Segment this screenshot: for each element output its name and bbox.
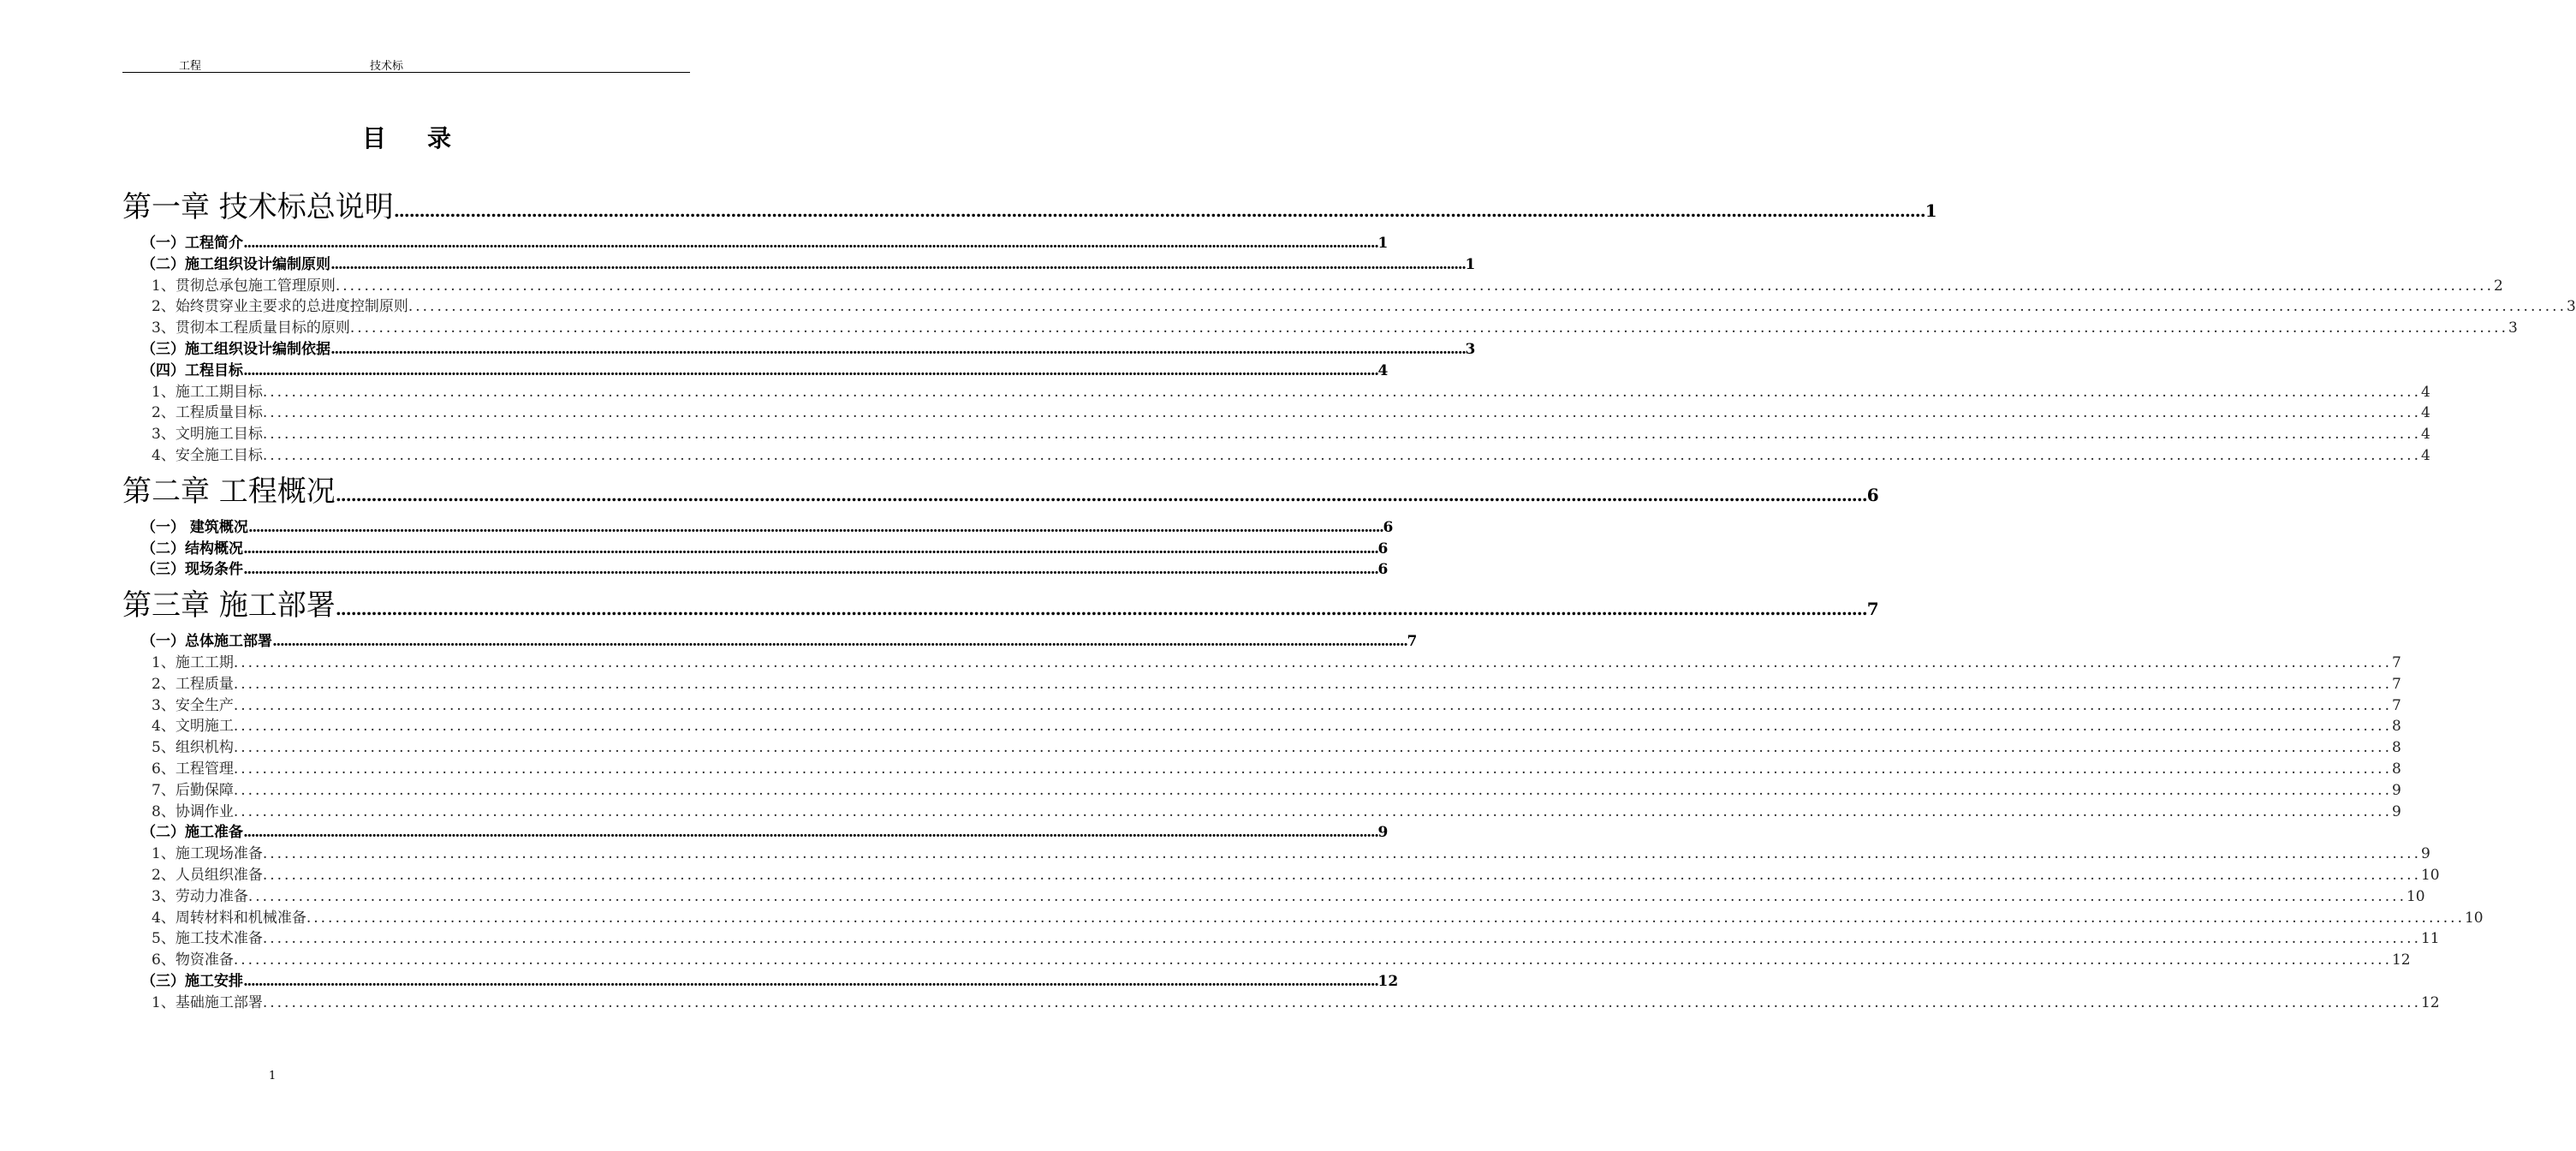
toc-entry-page: 1 <box>1465 255 1476 273</box>
toc-entry-title: （一）总体施工部署 <box>141 633 272 651</box>
dot-leader: ............................................................................................................................................................................................................................................................................................................ <box>243 824 1378 842</box>
toc-entry-title: （二）施工组织设计编制原则 <box>141 255 330 273</box>
toc-entry-page: 3 <box>2508 319 2518 337</box>
header-doc-type: 技术标 <box>370 60 404 73</box>
dot-leader: ............................................................................................................................................................................................................................................................................................................ <box>243 361 1378 379</box>
toc-entry-page: 3 <box>2566 298 2576 316</box>
dot-leader: ............................................................................................................................................................................................................................................................................................................ <box>335 484 1867 505</box>
toc-item[interactable] <box>122 294 2576 316</box>
toc-entry-title: （一） 建筑概况 <box>141 518 248 536</box>
page-header <box>122 55 690 73</box>
toc-entry-page: 6 <box>1866 484 1879 505</box>
toc-entry-title: 2、始终贯穿业主要求的总进度控制原则 <box>152 298 408 316</box>
dot-leader: ............................................................................................................................................................................................................................................................................................................ <box>262 866 2421 884</box>
toc-entry-page: 2 <box>2493 277 2503 295</box>
dot-leader: ............................................................................................................................................................................................................................................................................................................ <box>335 277 2494 295</box>
dot-leader: ............................................................................................................................................................................................................................................................................................................ <box>262 930 2421 948</box>
toc-entry-title: 2、工程质量 <box>152 675 234 693</box>
dot-leader: ............................................................................................................................................................................................................................................................................................................ <box>330 340 1466 358</box>
dot-leader: ............................................................................................................................................................................................................................................................................................................ <box>233 675 2392 693</box>
toc-item[interactable] <box>122 443 2430 464</box>
toc-entry-title: 4、文明施工 <box>152 718 234 736</box>
dot-leader: ............................................................................................................................................................................................................................................................................................................ <box>243 235 1378 252</box>
toc-entry-title: 3、文明施工目标 <box>152 426 263 444</box>
dot-leader: ............................................................................................................................................................................................................................................................................................................ <box>349 319 2508 337</box>
toc-entry-page: 3 <box>1465 340 1476 358</box>
toc-entry-title: 第三章 施工部署 <box>122 588 336 623</box>
toc-entry-page: 9 <box>2420 845 2430 863</box>
toc-entry-title: 3、贯彻本工程质量目标的原则 <box>152 319 350 337</box>
toc-item[interactable] <box>122 421 2430 444</box>
page-number: 1 <box>269 1070 277 1082</box>
toc-entry-page: 4 <box>2420 426 2430 444</box>
toc-entry-page: 7 <box>2391 675 2401 693</box>
toc-item[interactable] <box>122 990 2440 1011</box>
toc-entry-title: （三）施工安排 <box>141 972 243 990</box>
dot-leader: ............................................................................................................................................................................................................................................................................................................ <box>272 633 1407 651</box>
toc-entry-page: 7 <box>2391 653 2401 671</box>
toc-entry-title: （三）施工组织设计编制依据 <box>141 340 330 358</box>
toc-entry-title: 8、协调作业 <box>152 802 234 820</box>
dot-leader: ............................................................................................................................................................................................................................................................................................................ <box>262 845 2421 863</box>
toc-entry-page: 1 <box>1925 200 1937 221</box>
dot-leader: ............................................................................................................................................................................................................................................................................................................ <box>408 298 2567 316</box>
dot-leader: ............................................................................................................................................................................................................................................................................................................ <box>335 599 1867 620</box>
toc-entry-title: 4、安全施工目标 <box>152 446 263 464</box>
toc-entry-title: （二）施工准备 <box>141 824 243 842</box>
dot-leader: ............................................................................................................................................................................................................................................................................................................ <box>233 951 2392 969</box>
toc-item[interactable] <box>122 273 2503 295</box>
toc-entry-page: 12 <box>1377 972 1399 990</box>
toc-entry-title: 2、工程质量目标 <box>152 404 263 422</box>
toc-item[interactable] <box>122 841 2430 863</box>
toc-item[interactable] <box>122 778 2401 799</box>
toc-entry-title: 4、周转材料和机械准备 <box>152 909 306 927</box>
toc-entry-title: 1、施工工期 <box>152 653 234 671</box>
toc-entry-title: 2、人员组织准备 <box>152 866 263 884</box>
toc-item[interactable] <box>122 379 2430 401</box>
dot-leader: ............................................................................................................................................................................................................................................................................................................ <box>330 255 1466 273</box>
dot-leader: ............................................................................................................................................................................................................................................................................................................ <box>262 993 2421 1011</box>
dot-leader: ............................................................................................................................................................................................................................................................................................................ <box>247 887 2406 905</box>
dot-leader: ............................................................................................................................................................................................................................................................................................................ <box>233 696 2392 714</box>
dot-leader: ............................................................................................................................................................................................................................................................................................................ <box>233 760 2392 778</box>
toc-section[interactable] <box>122 230 1389 252</box>
toc-chapter[interactable] <box>122 581 1879 629</box>
dot-leader: ............................................................................................................................................................................................................................................................................................................ <box>233 653 2392 671</box>
toc-entry-title: （三）现场条件 <box>141 561 243 579</box>
dot-leader: ............................................................................................................................................................................................................................................................................................................ <box>233 739 2392 757</box>
toc-entry-page: 4 <box>2420 404 2430 422</box>
toc-section[interactable] <box>122 969 1399 990</box>
toc-item[interactable] <box>122 862 2440 884</box>
dot-leader: ............................................................................................................................................................................................................................................................................................................ <box>243 540 1378 558</box>
toc-entry-page: 10 <box>2464 909 2484 927</box>
toc-entry-title: 5、施工技术准备 <box>152 930 263 948</box>
dot-leader: ............................................................................................................................................................................................................................................................................................................ <box>262 426 2421 444</box>
toc-chapter[interactable] <box>122 468 1879 515</box>
dot-leader: ............................................................................................................................................................................................................................................................................................................ <box>247 518 1383 536</box>
dot-leader: ............................................................................................................................................................................................................................................................................................................ <box>262 383 2421 401</box>
toc-entry-page: 6 <box>1377 561 1389 579</box>
toc-item[interactable] <box>122 735 2401 757</box>
toc-entry-title: 第二章 工程概况 <box>122 474 336 509</box>
toc-entry-page: 4 <box>2420 383 2430 401</box>
toc-item[interactable] <box>122 713 2401 736</box>
toc-entry-title: 第一章 技术标总说明 <box>122 190 394 224</box>
table-of-contents <box>122 180 2576 1011</box>
toc-entry-title: 1、施工现场准备 <box>152 845 263 863</box>
toc-item[interactable] <box>122 905 2484 927</box>
toc-section[interactable] <box>122 820 1389 842</box>
toc-entry-page: 11 <box>2420 930 2440 948</box>
toc-entry-page: 12 <box>2420 993 2440 1011</box>
toc-section[interactable] <box>122 252 1476 273</box>
toc-section[interactable] <box>122 629 1418 651</box>
toc-entry-title: （二）结构概况 <box>141 540 243 558</box>
toc-entry-page: 9 <box>2391 802 2401 820</box>
toc-entry-page: 4 <box>1377 361 1389 379</box>
toc-entry-page: 7 <box>2391 696 2401 714</box>
toc-section[interactable] <box>122 358 1389 379</box>
dot-leader: ............................................................................................................................................................................................................................................................................................................ <box>243 972 1378 990</box>
toc-section[interactable] <box>122 515 1394 536</box>
toc-item[interactable] <box>122 884 2425 905</box>
toc-item[interactable] <box>122 650 2401 671</box>
page-title: 目录 <box>361 124 492 152</box>
toc-entry-title: 5、组织机构 <box>152 739 234 757</box>
toc-entry-title: 3、安全生产 <box>152 696 234 714</box>
toc-entry-title: 1、基础施工部署 <box>152 993 263 1011</box>
toc-entry-page: 6 <box>1383 518 1394 536</box>
dot-leader: ............................................................................................................................................................................................................................................................................................................ <box>233 802 2392 820</box>
toc-chapter[interactable] <box>122 183 1937 230</box>
toc-section[interactable] <box>122 337 1476 358</box>
toc-entry-title: （一）工程简介 <box>141 235 243 252</box>
toc-item[interactable] <box>122 799 2401 820</box>
toc-entry-page: 1 <box>1377 235 1389 252</box>
toc-entry-page: 9 <box>1377 824 1389 842</box>
toc-entry-title: 1、贯彻总承包施工管理原则 <box>152 277 336 295</box>
toc-entry-title: 6、物资准备 <box>152 951 234 969</box>
toc-entry-page: 6 <box>1377 540 1389 558</box>
dot-leader: ............................................................................................................................................................................................................................................................................................................ <box>262 404 2421 422</box>
toc-entry-title: 7、后勤保障 <box>152 781 234 799</box>
dot-leader: ............................................................................................................................................................................................................................................................................................................ <box>233 781 2392 799</box>
toc-entry-page: 4 <box>2420 446 2430 464</box>
dot-leader: ............................................................................................................................................................................................................................................................................................................ <box>233 718 2392 736</box>
toc-entry-page: 9 <box>2391 781 2401 799</box>
toc-item[interactable] <box>122 693 2401 714</box>
toc-entry-page: 10 <box>2406 887 2425 905</box>
toc-entry-page: 7 <box>1407 633 1418 651</box>
toc-section[interactable] <box>122 557 1389 579</box>
toc-item[interactable] <box>122 926 2440 948</box>
dot-leader: ............................................................................................................................................................................................................................................................................................................ <box>393 200 1925 221</box>
toc-entry-title: 3、劳动力准备 <box>152 887 248 905</box>
header-project-label: 工程 <box>179 60 202 73</box>
toc-entry-page: 10 <box>2420 866 2440 884</box>
dot-leader: ............................................................................................................................................................................................................................................................................................................ <box>306 909 2465 927</box>
toc-entry-page: 8 <box>2391 760 2401 778</box>
dot-leader: ............................................................................................................................................................................................................................................................................................................ <box>262 446 2421 464</box>
toc-entry-title: 1、施工工期目标 <box>152 383 263 401</box>
toc-entry-title: 6、工程管理 <box>152 760 234 778</box>
toc-section[interactable] <box>122 536 1389 558</box>
toc-item[interactable] <box>122 947 2411 969</box>
toc-entry-page: 8 <box>2391 718 2401 736</box>
toc-item[interactable] <box>122 756 2401 778</box>
toc-item[interactable] <box>122 315 2518 337</box>
toc-entry-page: 12 <box>2391 951 2411 969</box>
toc-entry-title: （四）工程目标 <box>141 361 243 379</box>
dot-leader: ............................................................................................................................................................................................................................................................................................................ <box>243 561 1378 579</box>
toc-item[interactable] <box>122 671 2401 693</box>
toc-entry-page: 8 <box>2391 739 2401 757</box>
toc-entry-page: 7 <box>1866 599 1879 620</box>
toc-item[interactable] <box>122 400 2430 422</box>
